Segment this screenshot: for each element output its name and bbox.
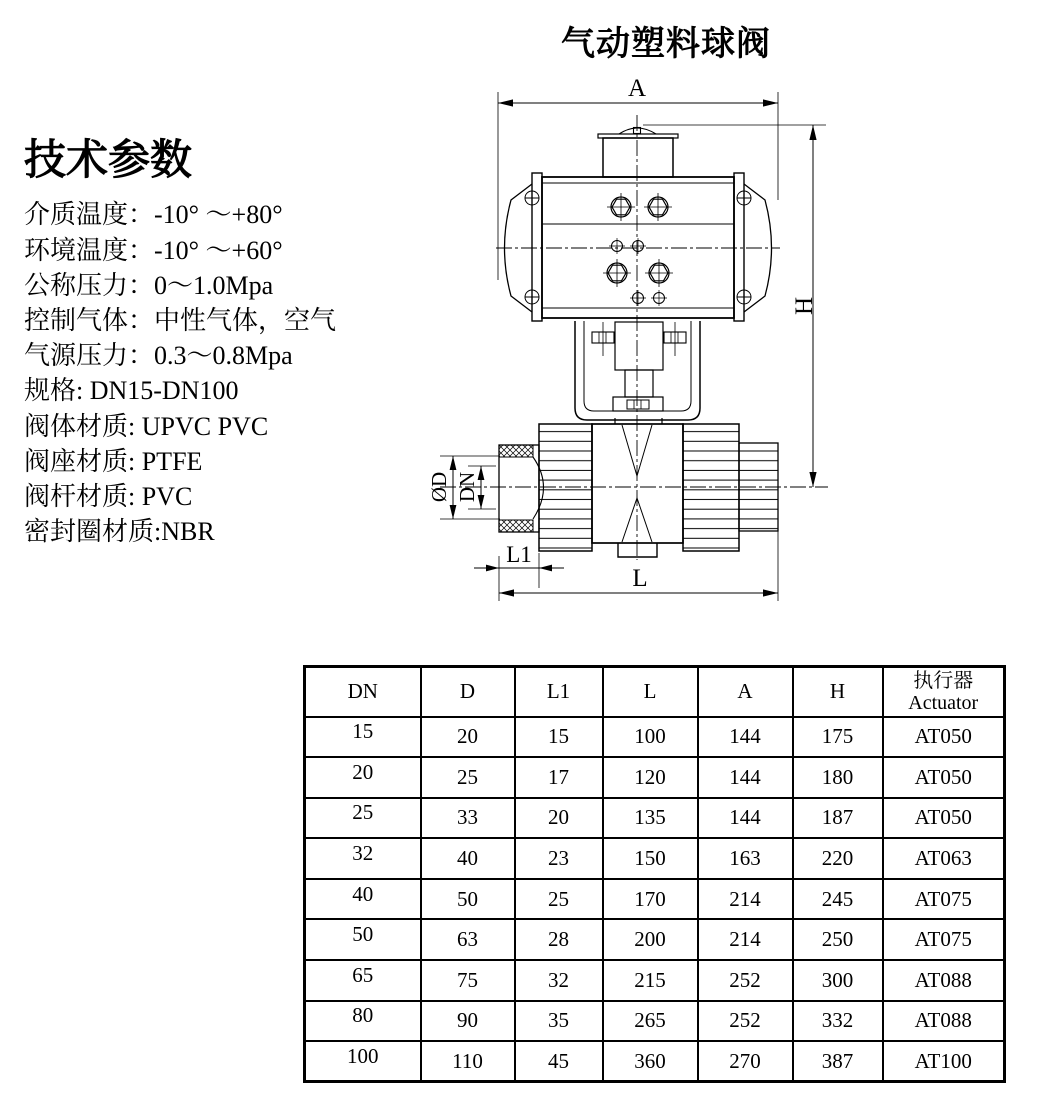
col-header-actuator [883,667,1005,717]
technical-specs [24,136,444,549]
table-cell: 63 [421,919,515,960]
table-cell: 144 [698,757,793,798]
table-cell: AT075 [883,919,1005,960]
table-cell: 17 [515,757,603,798]
table-cell: 80 [305,1001,421,1042]
table-cell: 90 [421,1001,515,1042]
actuator-header-en: Actuator [908,691,979,714]
table-cell: 100 [305,1041,421,1082]
table-row [305,717,1005,758]
table-row [305,919,1005,960]
table-row [305,798,1005,839]
bolt-holes [603,193,673,306]
table-cell: 35 [515,1001,603,1042]
table-row [305,879,1005,920]
specs-heading: 技术参数 [24,138,193,184]
dim-label-h: H [791,296,818,316]
col-header-dn: DN [305,667,421,717]
table-cell: 270 [698,1041,793,1082]
table-row [305,838,1005,879]
table-cell: 135 [603,798,698,839]
table-cell: 33 [421,798,515,839]
dim-label-l1: L1 [506,542,532,567]
table-cell: 65 [305,960,421,1001]
table-cell: 110 [421,1041,515,1082]
table-header-row [305,667,1005,717]
table-cell: 387 [793,1041,883,1082]
table-cell: 300 [793,960,883,1001]
dim-label-a: A [627,75,647,102]
spec-line-stem-material: 阀杆材质: PVC [24,482,193,512]
table-cell: 23 [515,838,603,879]
table-cell: 187 [793,798,883,839]
table-cell: 40 [421,838,515,879]
col-header-a: A [698,667,793,717]
table-row [305,757,1005,798]
table-row [305,1001,1005,1042]
actuator-header-zh: 执行器 [913,669,974,692]
spec-line-pressure: 公称压力：0～1.0Mpa [24,270,274,300]
table-cell: 215 [603,960,698,1001]
spec-line-control-gas: 控制气体：中性气体，空气 [24,306,337,335]
table-cell: 20 [515,798,603,839]
pipe-stub-right [739,443,778,531]
valve-body [499,418,778,557]
table-cell: 175 [793,717,883,758]
actuator [505,128,772,322]
dimension-dn [455,466,496,509]
table-cell: AT088 [883,960,1005,1001]
table-cell: 25 [421,757,515,798]
table-cell: 100 [603,717,698,758]
col-header-d: D [421,667,515,717]
table-cell: AT063 [883,838,1005,879]
specs-list [24,197,444,549]
bracket-bolt-right [664,322,686,356]
valve-drawing-svg [425,75,835,624]
table-cell: 150 [603,838,698,879]
bracket-bolt-left [592,322,614,356]
table-cell: AT088 [883,1001,1005,1042]
table-cell: 144 [698,717,793,758]
dim-label-dn: DN [455,471,479,503]
spec-line-air-pressure: 气源压力：0.3～0.8Mpa [24,341,293,371]
dim-label-l: L [632,565,648,592]
table-cell: 144 [698,798,793,839]
table-cell: 75 [421,960,515,1001]
table-cell: 50 [305,919,421,960]
table-cell: 120 [603,757,698,798]
table-cell: 214 [698,919,793,960]
dimension-table [303,665,1006,1083]
col-header-l1: L1 [515,667,603,717]
table-cell: 45 [515,1041,603,1082]
table-row [305,960,1005,1001]
table-cell: 28 [515,919,603,960]
table-cell: 15 [515,717,603,758]
table-cell: 40 [305,879,421,920]
spec-line-seal-material: 密封圈材质:NBR [24,517,215,547]
bracket [575,321,700,420]
col-header-l: L [603,667,698,717]
col-header-h: H [793,667,883,717]
table-cell: 20 [305,757,421,798]
valve-stem [613,322,663,411]
union-nut-left [539,424,592,551]
table-cell: 265 [603,1001,698,1042]
table-cell: 32 [515,960,603,1001]
dim-label-od: ØD [427,471,451,503]
table-cell: 252 [698,960,793,1001]
union-nut-right [683,424,739,551]
pipe-socket-left [499,445,544,532]
spec-line-body-material: 阀体材质: UPVC PVC [24,411,269,441]
table-row [305,1041,1005,1082]
table-cell: 50 [421,879,515,920]
table-cell: 25 [515,879,603,920]
table-cell: 250 [793,919,883,960]
table-cell: AT050 [883,798,1005,839]
table-cell: AT050 [883,757,1005,798]
spec-line-ambient-temp: 环境温度：-10° ～+60° [24,235,283,265]
table-cell: 360 [603,1041,698,1082]
table-cell: 170 [603,879,698,920]
table-cell: 20 [421,717,515,758]
table-cell: 180 [793,757,883,798]
spec-line-medium-temp: 介质温度：-10° ～+80° [24,200,283,230]
table-cell: AT100 [883,1041,1005,1082]
top-boss [598,128,678,178]
table-cell: 252 [698,1001,793,1042]
spec-line-seat-material: 阀座材质: PTFE [24,446,203,476]
spec-line-size-range: 规格: DN15-DN100 [24,376,239,406]
table-cell: 332 [793,1001,883,1042]
table-cell: 163 [698,838,793,879]
page-title: 气动塑料球阀 [561,26,771,63]
table-cell: 25 [305,798,421,839]
table-cell: AT075 [883,879,1005,920]
table-cell: 245 [793,879,883,920]
table-cell: 214 [698,879,793,920]
table-cell: 15 [305,717,421,758]
table-cell: 200 [603,919,698,960]
table-cell: 32 [305,838,421,879]
table-cell: 220 [793,838,883,879]
table-cell: AT050 [883,717,1005,758]
valve-drawing [425,75,835,624]
